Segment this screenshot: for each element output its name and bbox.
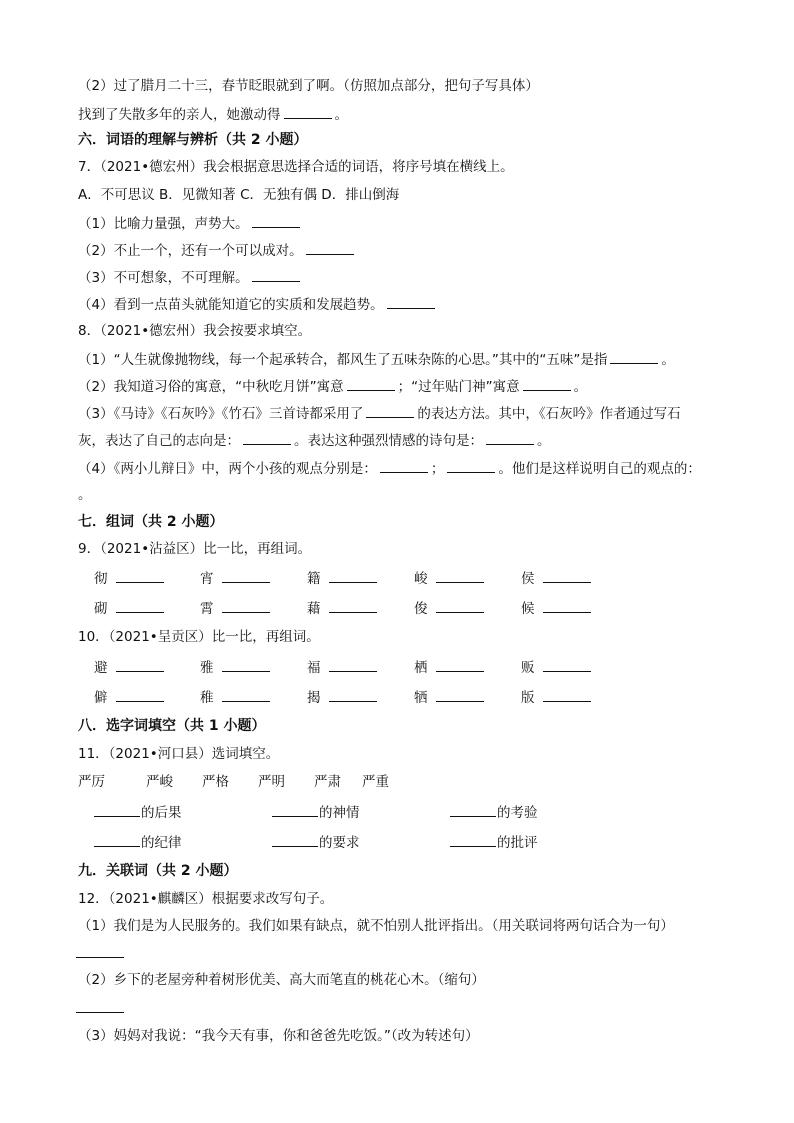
character: 揭	[307, 690, 321, 706]
word-cell	[414, 657, 487, 678]
question-12-item-2: （2）乡下的老屋旁种着树形优美、高大而笔直的桃花心木。（缩句）	[78, 972, 485, 988]
character: 僻	[94, 690, 108, 706]
fill-item	[94, 802, 182, 823]
item-text-mid: 。表达这种强烈情感的诗句是：	[294, 433, 483, 449]
prev-item-2-answer	[78, 104, 348, 125]
word-bank-item: 严厉	[78, 774, 105, 790]
item-text: （1）比喻力量强，声势大。	[78, 216, 249, 232]
answer-blank[interactable]	[366, 403, 414, 418]
answer-blank[interactable]	[436, 657, 484, 672]
character: 版	[521, 690, 535, 706]
answer-blank[interactable]	[543, 598, 591, 613]
answer-blank[interactable]	[222, 687, 270, 702]
question-8-stem: 8．（2021•德宏州）我会按要求填空。	[78, 323, 312, 339]
prev-item-2: （2）过了腊月二十三，春节眨眼就到了啊。（仿照加点部分，把句子写具体）	[78, 78, 539, 94]
question-12-stem: 12．（2021•麒麟区）根据要求改写句子。	[78, 891, 334, 907]
character: 栖	[414, 660, 428, 676]
word-cell	[414, 687, 487, 708]
phrase: 的要求	[319, 835, 360, 851]
character: 侯	[521, 571, 535, 587]
word-bank-item: 严格	[202, 774, 229, 790]
section-6-heading: 六．词语的理解与辨析（共 2 小题）	[78, 132, 308, 148]
prev-item-2-prompt: 找到了失散多年的亲人，她激动得	[78, 107, 281, 123]
word-cell	[94, 598, 167, 619]
answer-blank[interactable]	[116, 568, 164, 583]
character: 雅	[200, 660, 214, 676]
word-cell	[307, 568, 380, 589]
item-text-mid: ；“过年贴门神”寓意	[397, 379, 520, 395]
phrase: 的批评	[497, 835, 538, 851]
phrase: 的考验	[497, 805, 538, 821]
character: 宵	[200, 571, 214, 587]
question-7-item-1	[78, 213, 303, 234]
answer-blank[interactable]	[447, 458, 495, 473]
character: 牺	[414, 690, 428, 706]
answer-blank[interactable]	[329, 687, 377, 702]
answer-blank[interactable]	[450, 832, 496, 847]
question-8-item-3	[78, 403, 681, 424]
item-text-end: 。	[661, 352, 675, 368]
question-11-stem: 11．（2021•河口县）选词填空。	[78, 746, 280, 762]
question-7-options: A．不可思议 B．见微知著 C．无独有偶 D．排山倒海	[78, 187, 400, 203]
item-text: （2）我知道习俗的寓意，“中秋吃月饼”寓意	[78, 379, 344, 395]
word-cell	[200, 568, 273, 589]
character: 彻	[94, 571, 108, 587]
word-cell	[307, 687, 380, 708]
section-7-heading: 七．组词（共 2 小题）	[78, 514, 224, 530]
character: 藉	[307, 601, 321, 617]
question-7-item-3	[78, 267, 303, 288]
fill-item	[272, 832, 360, 853]
character: 砌	[94, 601, 108, 617]
character: 福	[307, 660, 321, 676]
character: 候	[521, 601, 535, 617]
question-8-item-3-cont	[78, 430, 551, 451]
answer-blank[interactable]	[380, 458, 428, 473]
question-12-item-1: （1）我们是为人民服务的。我们如果有缺点，就不怕别人批评指出。（用关联词将两句话合为一句）	[78, 918, 674, 934]
word-cell	[307, 657, 380, 678]
question-9-stem: 9．（2021•沾益区）比一比，再组词。	[78, 541, 312, 557]
answer-blank[interactable]	[486, 430, 534, 445]
word-cell	[94, 657, 167, 678]
question-7-stem: 7．（2021•德宏州）我会根据意思选择合适的词语，将序号填在横线上。	[78, 159, 514, 175]
character: 俊	[414, 601, 428, 617]
answer-blank[interactable]	[272, 832, 318, 847]
answer-blank[interactable]	[436, 598, 484, 613]
answer-blank[interactable]	[272, 802, 318, 817]
word-bank-item: 严重	[362, 774, 389, 790]
answer-blank[interactable]	[450, 802, 496, 817]
word-cell	[307, 598, 380, 619]
item-text-mid: 。他们是这样说明自己的观点的：	[498, 461, 701, 477]
answer-blank[interactable]	[252, 267, 300, 282]
question-7-item-4	[78, 294, 438, 315]
answer-blank[interactable]	[387, 294, 435, 309]
item-text-end: 。	[537, 433, 551, 449]
prev-item-2-end: 。	[334, 107, 348, 123]
phrase: 的纪律	[141, 835, 182, 851]
answer-blank[interactable]	[116, 598, 164, 613]
character: 籍	[307, 571, 321, 587]
answer-blank[interactable]	[329, 598, 377, 613]
answer-blank[interactable]	[543, 687, 591, 702]
word-cell	[94, 568, 167, 589]
answer-blank[interactable]	[347, 376, 395, 391]
answer-blank[interactable]	[523, 376, 571, 391]
character: 贩	[521, 660, 535, 676]
answer-blank[interactable]	[243, 430, 291, 445]
phrase: 的后果	[141, 805, 182, 821]
word-cell	[521, 687, 594, 708]
item-text: （3）《马诗》《石灰吟》《竹石》三首诗都采用了	[78, 406, 364, 422]
answer-blank[interactable]	[116, 657, 164, 672]
character: 避	[94, 660, 108, 676]
item-text: （3）不可想象，不可理解。	[78, 270, 249, 286]
answer-blank[interactable]	[76, 943, 124, 958]
question-8-item-2	[78, 376, 587, 397]
question-12-item-2-answer	[76, 998, 124, 1019]
question-8-item-4-cont: 。	[78, 487, 92, 503]
answer-blank[interactable]	[306, 240, 354, 255]
answer-blank[interactable]	[436, 687, 484, 702]
answer-blank[interactable]	[222, 657, 270, 672]
question-8-item-1	[78, 349, 675, 370]
item-text: （2）不止一个，还有一个可以成对。	[78, 243, 303, 259]
answer-blank[interactable]	[116, 687, 164, 702]
section-8-heading: 八．选字词填空（共 1 小题）	[78, 718, 266, 734]
word-cell	[200, 598, 273, 619]
question-12-item-3: （3）妈妈对我说：“我今天有事，你和爸爸先吃饭。”（改为转述句）	[78, 1028, 479, 1044]
answer-blank[interactable]	[610, 349, 658, 364]
answer-blank[interactable]	[284, 104, 332, 119]
word-bank-item: 严肃	[314, 774, 341, 790]
answer-blank[interactable]	[94, 832, 140, 847]
answer-blank[interactable]	[543, 657, 591, 672]
character: 霄	[200, 601, 214, 617]
word-cell	[200, 687, 273, 708]
question-10-stem: 10．（2021•呈贡区）比一比，再组词。	[78, 629, 320, 645]
answer-blank[interactable]	[329, 657, 377, 672]
item-text: 灰，表达了自己的志向是：	[78, 433, 240, 449]
word-cell	[200, 657, 273, 678]
item-text-mid: ；	[430, 461, 445, 477]
item-text-mid: 的表达方法。其中，《石灰吟》作者通过写石	[417, 406, 681, 422]
question-12-item-1-answer	[76, 943, 124, 964]
word-cell	[414, 598, 487, 619]
item-text: （1）“人生就像抛物线，每一个起承转合，都风生了五味杂陈的心思。”其中的“五味”是指	[78, 352, 608, 368]
word-bank-item: 严明	[258, 774, 285, 790]
answer-blank[interactable]	[222, 568, 270, 583]
answer-blank[interactable]	[76, 998, 124, 1013]
fill-item	[272, 802, 360, 823]
phrase: 的神情	[319, 805, 360, 821]
answer-blank[interactable]	[252, 213, 300, 228]
fill-item	[94, 832, 182, 853]
item-text: （4）《两小儿辩日》中，两个小孩的观点分别是：	[78, 461, 377, 477]
answer-blank[interactable]	[222, 598, 270, 613]
fill-item	[450, 802, 538, 823]
item-text: （4）看到一点苗头就能知道它的实质和发展趋势。	[78, 297, 384, 313]
item-text-end: 。	[573, 379, 588, 395]
answer-blank[interactable]	[329, 568, 377, 583]
answer-blank[interactable]	[436, 568, 484, 583]
word-cell	[521, 568, 594, 589]
answer-blank[interactable]	[94, 802, 140, 817]
question-8-item-4	[78, 458, 701, 479]
word-cell	[521, 657, 594, 678]
word-bank-item: 严峻	[146, 774, 173, 790]
word-cell	[94, 687, 167, 708]
answer-blank[interactable]	[543, 568, 591, 583]
fill-item	[450, 832, 538, 853]
character: 峻	[414, 571, 428, 587]
word-cell	[414, 568, 487, 589]
question-7-item-2	[78, 240, 357, 261]
section-9-heading: 九．关联词（共 2 小题）	[78, 863, 238, 879]
word-cell	[521, 598, 594, 619]
character: 稚	[200, 690, 214, 706]
